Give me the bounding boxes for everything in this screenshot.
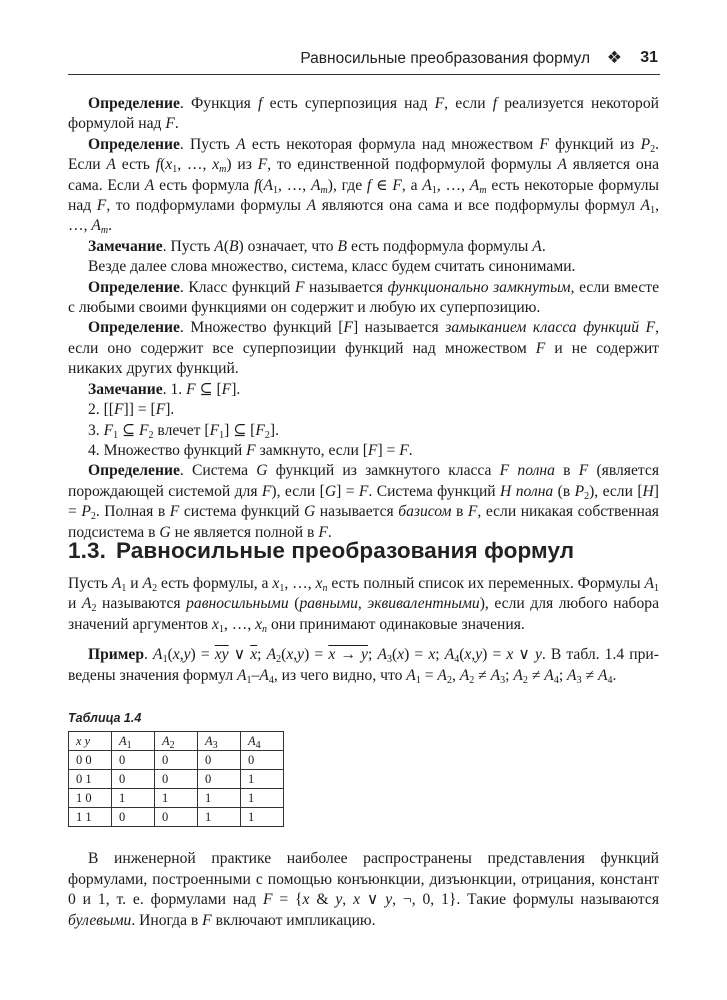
- paragraph-boolean-formulas: В инженерной практике наиболее распространены представления функций формулами, построенными с помощью конъюнкции, дизъюнкции, отрицания, констант 0 и 1, т. е. формулами над F = {x & y, x ∨ y, ¬, 0, 1}. Такие формулы называются булевыми. Иногда в F включают импликацию.: [68, 850, 660, 929]
- paragraph-definition-subformula: Определение. Пусть A есть некоторая формула над множеством F функций из $P_2$. Если A есть $f(x_1$, …, $x_m$) из F, то единственной подформулой формулы A является она сама. Если A есть формула $f(A_1$, …, $A_m$), где f ∈ F, а $A_1$, …, $A_m$ есть некоторые формулы над F, то подформулами формулы A являются она сама и все подформулы формул $A_1$, …, $A_m$.: [68, 135, 660, 237]
- table-header-cell: $A_4$: [241, 732, 284, 751]
- table-cell: 0: [112, 751, 155, 770]
- table-row: [69, 789, 284, 808]
- table-cell: 0: [198, 770, 241, 789]
- table-cell: 0: [155, 770, 198, 789]
- page-header: [68, 48, 660, 74]
- table-cell: 1: [198, 808, 241, 827]
- table-cell: 0: [198, 751, 241, 770]
- section-title: Равносильные преобразования формул: [115, 538, 575, 563]
- header-divider: [68, 74, 660, 75]
- list-item-4: 4. Множество функций F замкнуто, если [F] = F.: [88, 441, 413, 459]
- table-cell: 0 1: [69, 770, 112, 789]
- table-row: [69, 808, 284, 827]
- page-number: 31: [640, 49, 658, 66]
- paragraph-synonyms: Везде далее слова множество, система, класс будем считать синонимами.: [88, 258, 576, 276]
- table-row: [69, 770, 284, 789]
- ornament-icon: ❖: [606, 48, 622, 68]
- paragraph-definition-superposition: Определение. Функция f есть суперпозиция над F, если f реализуется некоторой формулой над F.: [68, 95, 659, 133]
- paragraph-example: Пример. $A_1(x,y) = \overline{xy}$ ∨ $\overline{x}$; $A_2(x,y) = x \to y$; $A_3(x) = x$; $A_4(x,y) = x$ ∨ y. В табл. 1.4 приведены значения формул $A_1-A_4$, из чего видно, что $A_1 = A_2$, $A_2 \ne A_3$; $A_2 \ne A_4$; $A_3 \ne A_4$.: [68, 646, 659, 686]
- table-cell: 1: [112, 789, 155, 808]
- table-header-cell: $A_2$: [155, 732, 198, 751]
- section-number: 1.3.: [68, 538, 106, 563]
- section-heading: [68, 538, 584, 564]
- table-cell: 1 1: [69, 808, 112, 827]
- definitions-block: [68, 94, 659, 543]
- table-cell: 1: [198, 789, 241, 808]
- table-header-cell: x y: [69, 732, 112, 751]
- list-item-2: 2. [[F]] = [F].: [88, 401, 175, 419]
- table-cell: 1: [241, 808, 284, 827]
- running-title: Равносильные преобразования формул: [300, 50, 590, 67]
- table-cell: 1: [155, 789, 198, 808]
- paragraph-remark-subformula: Замечание. Пусть A(B) означает, что B есть подформула формулы A.: [88, 237, 546, 255]
- paragraph-equivalence: Пусть $A_1$ и $A_2$ есть формулы, а $x_1$, …, $x_n$ есть полный список их переменных. Формулы $A_1$ и $A_2$ называются равносильными (равными, эквивалентными), если для любого набора значений аргументов $x_1$, …, $x_n$ они принимают одинаковые значения.: [68, 575, 659, 635]
- table-cell: 0 0: [69, 751, 112, 770]
- table-header-cell: $A_3$: [198, 732, 241, 751]
- paragraph-definition-complete-system: Определение. Система G функций из замкнутого класса F полна в F (является порождающей системой для F), если [G] = F. Система функций H полна (в $P_2$), если $[H] = P_2$. Полная в F система функций G называется базисом в F, если никакая собственная подсистема в G не является полной в F.: [68, 462, 659, 541]
- closing-block: [68, 849, 659, 931]
- table-header-cell: $A_1$: [112, 732, 155, 751]
- paragraph-definition-closure: Определение. Множество функций [F] называется замыканием класса функций F, если оно содержит все суперпозиции функций над множеством F и не содержит никаких других функций.: [68, 319, 659, 378]
- paragraph-remark-closure: Замечание. 1. F ⊆ [F].: [88, 380, 241, 398]
- table-cell: 1 0: [69, 789, 112, 808]
- table-row: [69, 751, 284, 770]
- section-body: [68, 574, 659, 686]
- list-item-3: 3. $F_1$ ⊆ $F_2$ влечет $[F_1]$ ⊆ $[F_2]$.: [88, 421, 279, 441]
- table-caption: Таблица 1.4: [68, 711, 142, 725]
- table-cell: 1: [241, 770, 284, 789]
- table-cell: 0: [155, 808, 198, 827]
- table-cell: 0: [241, 751, 284, 770]
- table-cell: 0: [112, 808, 155, 827]
- table-cell: 1: [241, 789, 284, 808]
- table-cell: 0: [155, 751, 198, 770]
- table-header-row: [69, 732, 284, 751]
- paragraph-definition-closed-class: Определение. Класс функций F называется функционально замкнутым, если вместе с любыми своими функциями он содержит и любую их суперпозицию.: [68, 278, 659, 317]
- truth-table: [68, 731, 284, 827]
- table-cell: 0: [112, 770, 155, 789]
